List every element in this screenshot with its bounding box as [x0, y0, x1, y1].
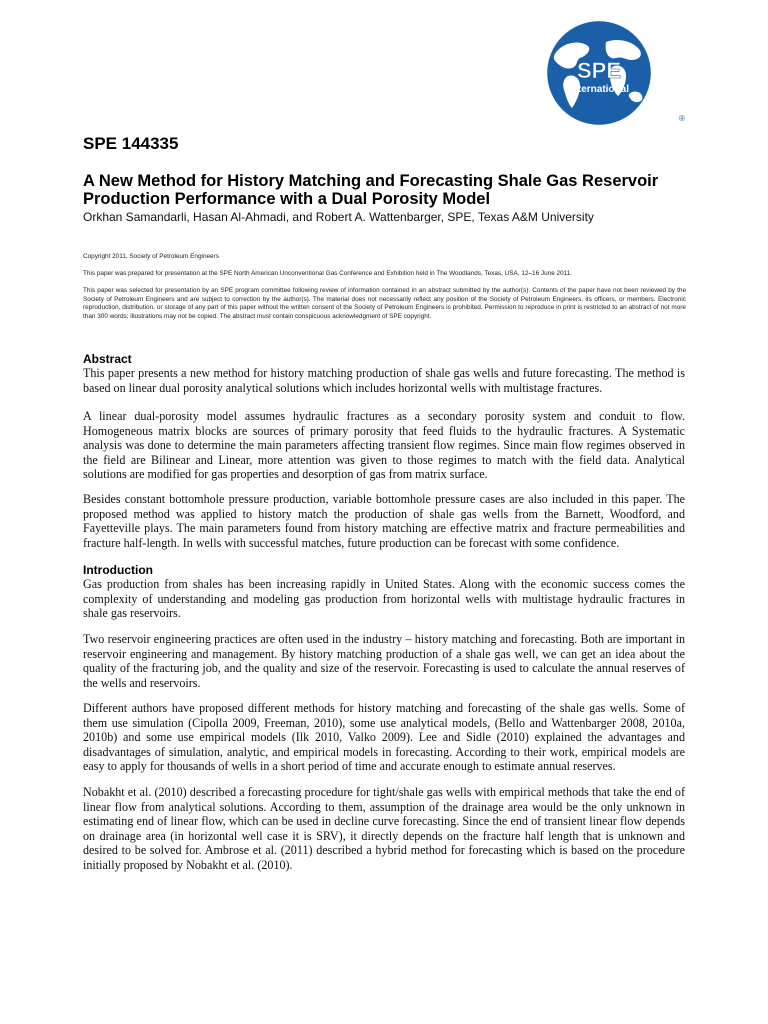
- spe-international-logo: [506, 20, 692, 126]
- abstract-paragraph: This paper presents a new method for history matching production of shale gas wells and future forecasting. The method is based on linear dual porosity analytical solutions which includes horizontal wells with multistage fractures.: [83, 366, 685, 395]
- abstract-paragraph: A linear dual-porosity model assumes hydraulic fractures as a secondary porosity system and conduit to flow. Homogeneous matrix blocks are sources of primary porosity that feed fluids to the hydraulic fractures. A Systematic analysis was done to determine the main parameters affecting transient flow regimes. Since main flow regimes observed in the field are Bilinear and Linear, more attention was given to those regimes to match with the field data. Analytical solutions are modified for gas properties and desorption of gas from matrix surface.: [83, 409, 685, 482]
- introduction-paragraph: Two reservoir engineering practices are often used in the industry – history matching and forecasting. Both are important in reservoir engineering and management. By history matching production of a shale gas well, we can get an idea about the quality of the fracturing job, and the quality and size of the reservoir. Forecasting is used to calculate the annual reserves of the wells and reservoirs.: [83, 632, 685, 690]
- conference-notice: This paper was prepared for presentation at the SPE North American Unconventional Gas Conference and Exhibition held in The Woodlands, Texas, USA, 12–16 June 2011.: [83, 270, 573, 277]
- logo-text-main: SPE: [576, 58, 622, 83]
- introduction-paragraph: Nobakht et al. (2010) described a forecasting procedure for tight/shale gas wells with empirical methods that take the end of linear flow from analytical solutions. According to them, assumption of the drainage area would be the only unknown in estimating end of linear flow, which can be used in decline curve forecasting. Since the end of transient linear flow depends on drainage area (in horizontal well case it is SRV), it directly depends on the fracture half length that is unknown and desired to be solved for. Ambrose et al. (2011) described a hybrid method for forecasting which is based on the procedure initially proposed by Nobakht et al. (2010).: [83, 785, 685, 872]
- abstract-heading: Abstract: [83, 352, 132, 366]
- introduction-heading: Introduction: [83, 563, 153, 577]
- review-disclaimer: This paper was selected for presentation by an SPE program committee following review of information contained in an abstract submitted by the author(s). Contents of the paper have not been reviewed by the Society of Petroleum Engineers and are subject to correction by the author(s). The material does not necessarily reflect any position of the Society of Petroleum Engineers, its officers, or members. Electronic reproduction, distribution, or storage of any part of this paper without the written consent of the Society of Petroleum Engineers is prohibited. Permission to reproduce in print is restricted to an abstract of not more than 300 words; illustrations may not be copied. The abstract must contain conspicuous acknowledgment of SPE copyright.: [83, 287, 686, 320]
- author-list: Orkhan Samandarli, Hasan Al-Ahmadi, and Robert A. Wattenbarger, SPE, Texas A&M University: [83, 210, 594, 224]
- logo-text-sub: International: [568, 84, 630, 95]
- paper-title: A New Method for History Matching and Forecasting Shale Gas Reservoir Production Performance with a Dual Porosity Model: [83, 172, 659, 208]
- paper-number: SPE 144335: [83, 134, 179, 153]
- copyright-notice: Copyright 2011, Society of Petroleum Engineers: [83, 253, 219, 260]
- registered-mark: ®: [679, 114, 685, 123]
- abstract-paragraph: Besides constant bottomhole pressure production, variable bottomhole pressure cases are also included in this paper. The proposed method was applied to history match the production of shale gas wells from the Barnett, Woodford, and Fayetteville plays. The main parameters found from history matching are effective matrix and fracture permeabilities and fracture half-length. In wells with successful matches, future production can be forecast with some confidence.: [83, 492, 685, 550]
- introduction-paragraph: Different authors have proposed different methods for history matching and forecasting of the shale gas wells. Some of them use simulation (Cipolla 2009, Freeman, 2010), some use analytical models, (Bello and Wattenbarger 2008, 2010a, 2010b) and some use empirical models (Ilk 2010, Valko 2009). Lee and Sidle (2010) explained the advantages and disadvantages of simulation, analytic, and empirical models in forecasting. According to their work, empirical models are easy to apply for thousands of wells in a short period of time and accurate enough to estimate annual reserves.: [83, 701, 685, 774]
- introduction-paragraph: Gas production from shales has been increasing rapidly in United States. Along with the economic success comes the complexity of understanding and modeling gas production from horizontal wells with multistage hydraulic fractures in shale gas reservoirs.: [83, 577, 685, 621]
